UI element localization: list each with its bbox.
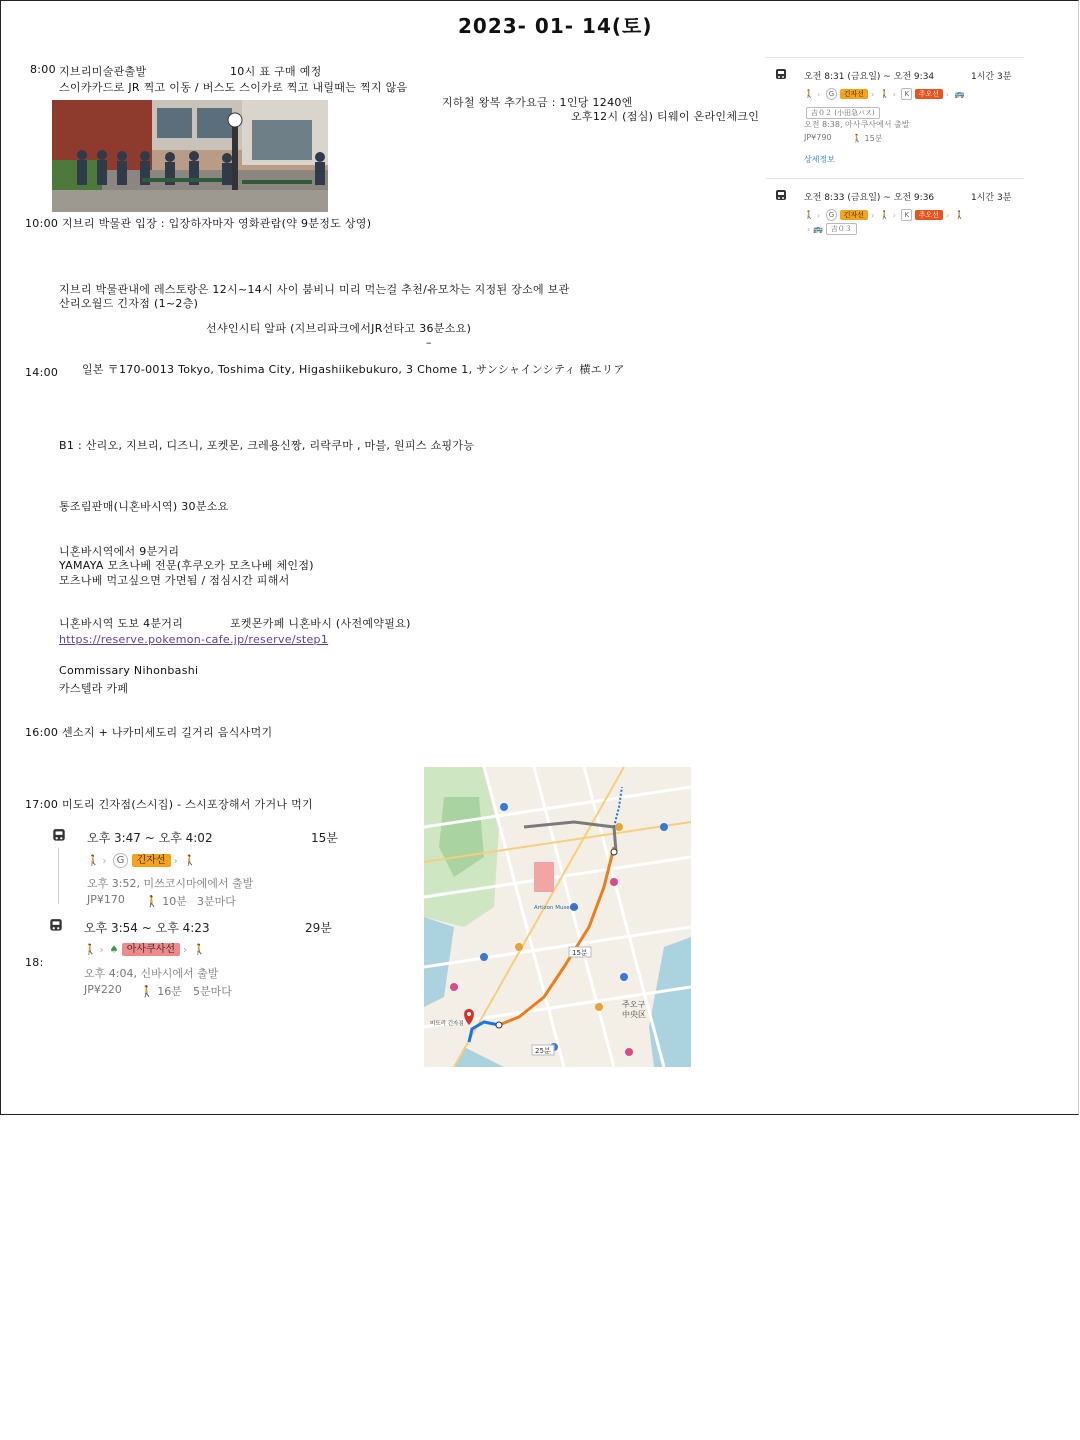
dash: – — [426, 336, 432, 349]
ghibli-entry: 10:00 지브리 박물관 입장 : 입장하자마자 영화관람(약 9분정도 상영) — [25, 217, 372, 230]
route-card-ginza[interactable] — [50, 826, 350, 908]
castella-cafe: 카스텔라 카페 — [59, 682, 129, 695]
walk-icon: 🚶 — [879, 210, 890, 220]
route-walk — [852, 133, 882, 144]
ginza-line-badge: 긴자선 — [840, 210, 868, 220]
route-time: 오후 3:47 ~ 오후 4:02 — [87, 831, 213, 845]
sunshine-address: 일본 〒170-0013 Tokyo, Toshima City, Higashiikebukuro, 3 Chome 1, サンシャインシティ 横エリア — [82, 363, 625, 376]
map-label-museum: Artizon Museum — [534, 905, 579, 911]
motsunabe-note: 모츠나베 먹고싶으면 가면됨 / 점심시간 피해서 — [59, 574, 290, 587]
page-title: 2023- 01- 14(토) — [458, 14, 653, 38]
k-line-icon: K — [901, 88, 912, 100]
walk-icon: 🚶 — [84, 944, 97, 956]
asakusa-line-badge: 아사쿠사선 — [122, 943, 180, 956]
map-label-chuo: 주오구 — [622, 1000, 646, 1009]
route-map[interactable] — [424, 767, 691, 1067]
walk-icon: 🚶 — [140, 985, 154, 998]
route-card-asakusa[interactable] — [47, 916, 347, 998]
fare-note: 지하철 왕복 추가요금 : 1인당 1240엔 — [442, 96, 633, 109]
k-line-icon: K — [901, 209, 912, 221]
b1-shops: B1 : 산리오, 지브리, 디즈니, 포켓몬, 크레용신짱, 리락쿠마 , 마블, 원피스 쇼핑가능 — [59, 439, 475, 452]
bus-badge-row: › 🚌 吉０３ — [804, 223, 857, 235]
bus-badge: 吉０２ (小田急バス) — [806, 107, 880, 119]
map-label-destination: 미도리 긴자점 — [430, 1021, 464, 1027]
chuo-line-badge: 주오선 — [915, 210, 943, 220]
midori-sushi: 17:00 미도리 긴자점(스시집) - 스시포장해서 가거나 먹기 — [25, 798, 313, 811]
pokemon-cafe-link[interactable]: https://reserve.pokemon-cafe.jp/reserve/step1 — [59, 633, 329, 646]
bus-badge: 吉０３ — [826, 223, 857, 235]
pokemon-cafe: 포켓몬카페 니혼바시 (사전예약필요) — [230, 617, 411, 630]
time-1400: 14:00 — [25, 366, 59, 379]
bus-stop-photo-image — [52, 100, 328, 212]
g-line-icon: G — [826, 88, 837, 100]
route-walk-time: 10분 — [162, 895, 187, 908]
route-walk-time: 16분 — [157, 985, 182, 998]
route-divider-top — [766, 57, 1024, 58]
time-1800: 18: — [25, 956, 44, 969]
chuo-line-badge: 주오선 — [915, 89, 943, 99]
walk-icon: 🚶 — [145, 895, 159, 908]
canned-goods: 통조림판매(니혼바시역) 30분소요 — [59, 500, 229, 513]
route-steps: 🚶 › G 긴자선 › 🚶 — [87, 855, 197, 867]
walk-icon: 🚶 — [804, 89, 814, 99]
restaurant-note: 지브리 박물관내에 레스토랑은 12시~14시 사이 붐비니 미리 먹는걸 추천/유모차는 지정된 장소에 보관 — [59, 283, 570, 296]
route-fare: JP¥790 — [804, 133, 832, 142]
route-map-image — [424, 767, 691, 1067]
bus-icon: 🚌 — [813, 224, 824, 234]
route-time: 오전 8:31 (금요일) ~ 오전 9:34 — [804, 72, 935, 82]
route-duration: 1시간 3분 — [971, 72, 1012, 82]
nihonbashi-9min: 니혼바시역에서 9분거리 — [59, 545, 180, 558]
route-fare: JP¥220 — [84, 983, 122, 996]
route-walk-time: 15분 — [864, 134, 883, 143]
route-connector — [58, 848, 59, 904]
ticket-note: 10시 표 구매 예정 — [230, 65, 322, 78]
route-time: 오전 8:33 (금요일) ~ 오전 9:36 — [804, 193, 935, 203]
train-icon — [774, 68, 788, 82]
route-fare: JP¥170 — [87, 893, 125, 906]
g-line-icon: G — [826, 209, 837, 221]
commissary: Commissary Nihonbashi — [59, 664, 199, 677]
suica-note: 스이카카드로 JR 찍고 이동 / 버스도 스이카로 찍고 내릴때는 찍지 않음 — [59, 81, 408, 94]
route-duration: 1시간 3분 — [971, 193, 1012, 203]
train-icon — [48, 917, 64, 935]
walk-icon: 🚶 — [193, 944, 206, 956]
route-walk — [145, 893, 187, 909]
route-walk — [140, 983, 182, 999]
walk-icon: 🚶 — [852, 134, 862, 143]
nihonbashi-4min: 니혼바시역 도보 4분거리 — [59, 617, 184, 630]
bus-icon: 🚌 — [954, 89, 965, 99]
route-depart: 오전 8:38, 아사쿠사에서 출발 — [804, 120, 910, 129]
route-duration: 15분 — [311, 831, 338, 845]
ghibli-departure: 지브리미술관출발 — [59, 65, 147, 78]
route-steps: 🚶 › G 긴자선 › 🚶 › K 주오선 › 🚶 — [804, 210, 965, 220]
map-label-chuo-kanji: 中央区 — [622, 1010, 646, 1019]
walk-icon: 🚶 — [183, 855, 197, 867]
route-steps: 🚶 › G 긴자선 › 🚶 › K 주오선 › 🚌 — [804, 89, 965, 99]
train-icon — [774, 189, 788, 203]
walk-icon: 🚶 — [804, 210, 814, 220]
train-icon — [51, 827, 67, 845]
sanrio-ginza: 산리오월드 긴자점 (1~2층) — [59, 297, 199, 310]
route-duration: 29분 — [305, 921, 332, 935]
sunshine-note: 선샤인시티 알파 (지브리파크에서JR선타고 36분소요) — [206, 322, 472, 335]
route-depart: 오후 4:04, 신바시에서 출발 — [84, 967, 219, 980]
route-frequency: 3분마다 — [197, 895, 236, 908]
walk-icon: 🚶 — [87, 855, 100, 867]
route-depart: 오후 3:52, 미쓰코시마에에서 출발 — [87, 877, 254, 890]
walk-icon: 🚶 — [954, 210, 965, 220]
ginza-line-badge: 긴자선 — [132, 854, 171, 867]
checkin-note: 오후12시 (점심) 티웨이 온라인체크인 — [571, 110, 760, 123]
yamaya: YAMAYA 모츠나베 전문(후쿠오카 모츠나베 체인점) — [59, 559, 314, 572]
route-details-link[interactable]: 상세정보 — [804, 155, 835, 164]
map-duration-15: 15분 — [572, 949, 588, 957]
bus-stop-photo — [52, 100, 328, 212]
senso-ji: 16:00 센소지 + 나카미세도리 길거리 음식사먹기 — [25, 726, 273, 739]
g-line-icon: G — [113, 853, 129, 868]
route-time: 오후 3:54 ~ 오후 4:23 — [84, 921, 210, 935]
route-steps: 🚶 › ♠ 아사쿠사선 › 🚶 — [84, 944, 206, 956]
route-frequency: 5분마다 — [193, 985, 232, 998]
map-duration-25: 25분 — [535, 1047, 551, 1055]
ginza-line-badge: 긴자선 — [840, 89, 868, 99]
time-0800: 8:00 — [30, 63, 56, 76]
walk-icon: 🚶 — [879, 89, 890, 99]
asakusa-line-icon: ♠ — [109, 944, 119, 956]
route-divider-mid — [766, 178, 1024, 179]
